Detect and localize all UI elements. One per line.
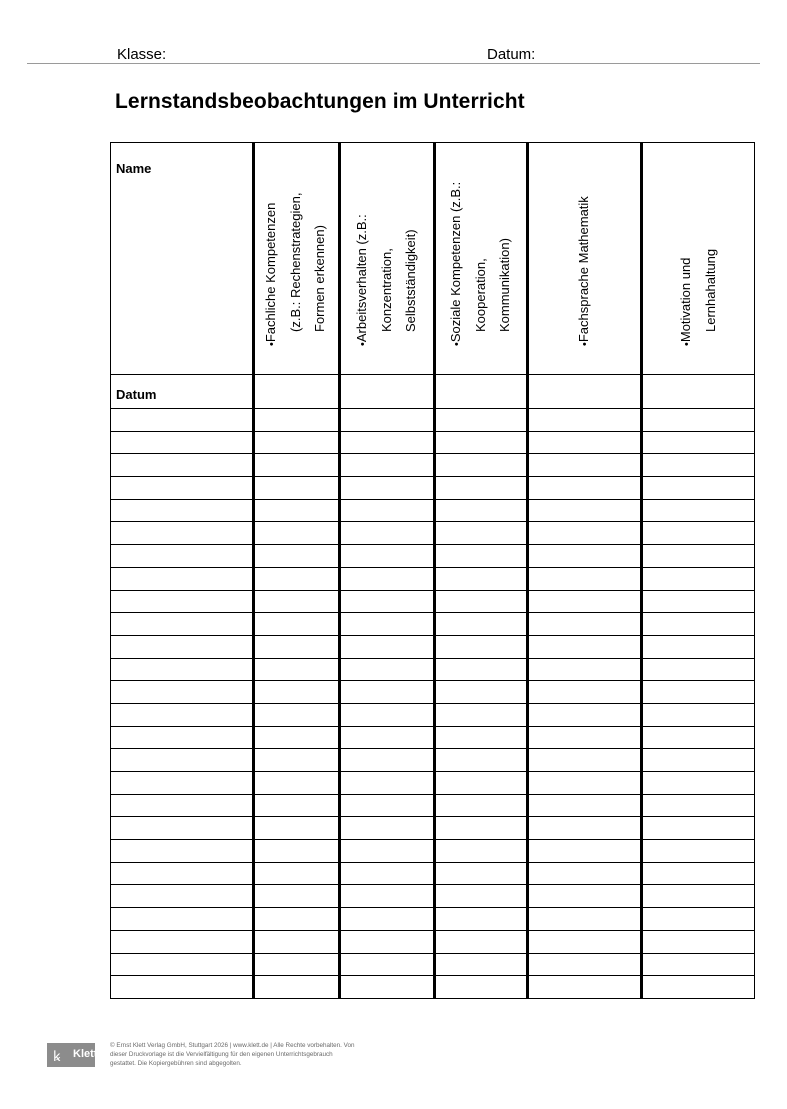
name-cell[interactable]	[111, 522, 254, 545]
header-divider	[27, 63, 760, 64]
name-cell[interactable]	[111, 567, 254, 590]
bullet-icon: •	[680, 342, 693, 346]
name-cell[interactable]	[111, 499, 254, 522]
observation-cell[interactable]	[642, 772, 755, 795]
observation-cell[interactable]	[642, 749, 755, 772]
observation-cell[interactable]	[254, 794, 340, 817]
observation-cell[interactable]	[642, 681, 755, 704]
name-cell[interactable]	[111, 409, 254, 432]
observation-table	[110, 142, 755, 999]
table-row	[111, 726, 755, 749]
column-header-line: •Arbeitsverhalten (z.B.:	[353, 214, 369, 346]
observation-cell[interactable]	[254, 930, 340, 953]
observation-cell[interactable]	[254, 409, 340, 432]
table-row	[111, 409, 755, 432]
name-cell[interactable]	[111, 908, 254, 931]
observation-cell[interactable]	[642, 635, 755, 658]
observation-cell[interactable]	[339, 409, 434, 432]
klett-logo-text: Klett	[73, 1048, 98, 1060]
name-cell[interactable]	[111, 840, 254, 863]
observation-cell[interactable]	[528, 635, 642, 658]
observation-cell[interactable]	[434, 953, 528, 976]
observation-cell[interactable]	[434, 930, 528, 953]
table-row	[111, 454, 755, 477]
observation-cell[interactable]	[254, 976, 340, 999]
observation-cell[interactable]	[339, 885, 434, 908]
column-header-line: •Motivation und	[677, 257, 693, 346]
copyright-notice: © Ernst Klett Verlag GmbH, Stuttgart 2026 | www.klett.de | Alle Rechte vorbehalten. Von dieser Druckvorlage ist die Vervielfältigung für den eigenen Unterrichtsgebrauch gestattet. Die Kopiergebühren sind abgegolten.	[110, 1042, 355, 1067]
datum-label: Datum:	[487, 46, 536, 63]
column-header-line: Konzentration,	[378, 248, 394, 332]
observation-cell[interactable]	[642, 885, 755, 908]
table-row	[111, 703, 755, 726]
observation-cell[interactable]	[434, 522, 528, 545]
observation-cell[interactable]	[254, 953, 340, 976]
name-cell[interactable]	[111, 545, 254, 568]
observation-cell[interactable]	[434, 431, 528, 454]
observation-cell[interactable]	[528, 908, 642, 931]
observation-cell[interactable]	[254, 703, 340, 726]
name-cell[interactable]	[111, 772, 254, 795]
bullet-icon: •	[266, 342, 279, 346]
observation-cell[interactable]	[434, 477, 528, 500]
datum-row-label: Datum	[116, 387, 157, 402]
name-column-label: Name	[116, 161, 152, 176]
name-cell[interactable]	[111, 703, 254, 726]
observation-cell[interactable]	[434, 703, 528, 726]
column-header-soziale-kompetenzen	[434, 143, 528, 375]
observation-cell[interactable]	[434, 567, 528, 590]
observation-cell[interactable]	[339, 613, 434, 636]
observation-cell[interactable]	[339, 703, 434, 726]
observation-cell[interactable]	[434, 658, 528, 681]
observation-cell[interactable]	[642, 930, 755, 953]
observation-cell[interactable]	[528, 817, 642, 840]
observation-cell[interactable]	[528, 976, 642, 999]
observation-cell[interactable]	[254, 817, 340, 840]
observation-cell[interactable]	[528, 953, 642, 976]
table-row	[111, 613, 755, 636]
observation-cell[interactable]	[642, 726, 755, 749]
table-row	[111, 930, 755, 953]
observation-cell[interactable]	[434, 772, 528, 795]
observation-cell[interactable]	[339, 772, 434, 795]
observation-cell[interactable]	[434, 726, 528, 749]
observation-cell[interactable]	[642, 477, 755, 500]
column-header-line: •Fachsprache Mathematik	[575, 196, 591, 346]
observation-cell[interactable]	[254, 613, 340, 636]
name-cell[interactable]	[111, 454, 254, 477]
observation-cell[interactable]	[339, 454, 434, 477]
observation-cell[interactable]	[339, 930, 434, 953]
observation-cell[interactable]	[339, 817, 434, 840]
observation-cell[interactable]	[642, 567, 755, 590]
name-header-cell	[111, 143, 254, 375]
observation-cell[interactable]	[254, 749, 340, 772]
column-header-line: •Fachliche Kompetenzen	[263, 202, 279, 346]
observation-cell[interactable]	[254, 862, 340, 885]
observation-cell[interactable]	[434, 590, 528, 613]
column-header-line: Kommunikation)	[496, 238, 512, 332]
observation-cell[interactable]	[339, 749, 434, 772]
column-header-arbeitsverhalten	[339, 143, 434, 375]
column-header-fachliche-kompetenzen	[254, 143, 340, 375]
observation-cell[interactable]	[254, 635, 340, 658]
observation-cell[interactable]	[528, 772, 642, 795]
observation-cell[interactable]	[434, 635, 528, 658]
observation-cell[interactable]	[339, 794, 434, 817]
observation-cell[interactable]	[434, 681, 528, 704]
table-row	[111, 499, 755, 522]
observation-cell[interactable]	[642, 454, 755, 477]
observation-cell[interactable]	[528, 454, 642, 477]
observation-cell[interactable]	[642, 703, 755, 726]
observation-cell[interactable]	[528, 590, 642, 613]
observation-cell[interactable]	[528, 477, 642, 500]
name-cell[interactable]	[111, 862, 254, 885]
observation-cell[interactable]	[339, 477, 434, 500]
observation-cell[interactable]	[528, 794, 642, 817]
observation-cell[interactable]	[434, 976, 528, 999]
name-cell[interactable]	[111, 635, 254, 658]
table-row	[111, 976, 755, 999]
observation-cell[interactable]	[339, 590, 434, 613]
observation-cell[interactable]	[339, 976, 434, 999]
observation-cell[interactable]	[434, 409, 528, 432]
observation-cell[interactable]	[528, 499, 642, 522]
observation-cell[interactable]	[434, 862, 528, 885]
table-row	[111, 477, 755, 500]
observation-cell[interactable]	[254, 431, 340, 454]
name-cell[interactable]	[111, 477, 254, 500]
observation-cell[interactable]	[528, 840, 642, 863]
observation-cell[interactable]	[642, 794, 755, 817]
observation-cell[interactable]	[642, 953, 755, 976]
table-row	[111, 749, 755, 772]
observation-cell[interactable]	[434, 499, 528, 522]
observation-cell[interactable]	[254, 454, 340, 477]
observation-cell[interactable]	[434, 545, 528, 568]
observation-cell[interactable]	[528, 431, 642, 454]
observation-cell[interactable]	[528, 681, 642, 704]
datum-row-label-cell	[111, 375, 254, 409]
observation-cell[interactable]	[642, 976, 755, 999]
name-cell[interactable]	[111, 658, 254, 681]
observation-cell[interactable]	[642, 499, 755, 522]
observation-cell[interactable]	[339, 681, 434, 704]
table-row	[111, 885, 755, 908]
observation-cell[interactable]	[642, 862, 755, 885]
observation-cell[interactable]	[254, 908, 340, 931]
observation-cell[interactable]	[642, 409, 755, 432]
observation-cell[interactable]	[528, 703, 642, 726]
name-cell[interactable]	[111, 794, 254, 817]
bullet-icon: •	[356, 342, 369, 346]
observation-cell[interactable]	[254, 590, 340, 613]
table-row	[111, 681, 755, 704]
observation-cell[interactable]	[642, 431, 755, 454]
observation-cell[interactable]	[434, 885, 528, 908]
table-row	[111, 840, 755, 863]
observation-cell[interactable]	[434, 749, 528, 772]
observation-cell[interactable]	[642, 908, 755, 931]
observation-cell[interactable]	[642, 840, 755, 863]
observation-cell[interactable]	[254, 499, 340, 522]
table-row	[111, 953, 755, 976]
observation-cell[interactable]	[254, 726, 340, 749]
observation-cell[interactable]	[434, 817, 528, 840]
observation-cell[interactable]	[642, 817, 755, 840]
column-header-motivation	[642, 143, 755, 375]
datum-cell[interactable]	[254, 375, 340, 409]
page-title: Lernstandsbeobachtungen im Unterricht	[115, 90, 525, 113]
observation-cell[interactable]	[339, 953, 434, 976]
klett-logo-icon: ꝃ	[53, 1048, 61, 1064]
observation-cell[interactable]	[339, 545, 434, 568]
observation-cell[interactable]	[339, 840, 434, 863]
observation-cell[interactable]	[642, 545, 755, 568]
table-row	[111, 635, 755, 658]
observation-cell[interactable]	[528, 567, 642, 590]
table-row	[111, 590, 755, 613]
observation-cell[interactable]	[339, 908, 434, 931]
column-header-line: Lernhahaltung	[702, 248, 718, 332]
datum-cell[interactable]	[339, 375, 434, 409]
observation-cell[interactable]	[528, 545, 642, 568]
column-header-line: •Soziale Kompetenzen (z.B.:	[447, 181, 463, 346]
table-row	[111, 431, 755, 454]
table-header-row	[111, 143, 755, 375]
observation-cell[interactable]	[434, 908, 528, 931]
name-cell[interactable]	[111, 953, 254, 976]
name-cell[interactable]	[111, 976, 254, 999]
observation-cell[interactable]	[528, 409, 642, 432]
observation-cell[interactable]	[339, 499, 434, 522]
observation-cell[interactable]	[339, 635, 434, 658]
observation-cell[interactable]	[339, 726, 434, 749]
observation-cell[interactable]	[254, 567, 340, 590]
table-row	[111, 567, 755, 590]
table-row	[111, 908, 755, 931]
datum-cell[interactable]	[434, 375, 528, 409]
table-row	[111, 522, 755, 545]
datum-cell[interactable]	[528, 375, 642, 409]
table-row	[111, 658, 755, 681]
observation-cell[interactable]	[254, 522, 340, 545]
observation-cell[interactable]	[339, 567, 434, 590]
observation-cell[interactable]	[642, 590, 755, 613]
name-cell[interactable]	[111, 590, 254, 613]
table-row	[111, 545, 755, 568]
observation-cell[interactable]	[528, 930, 642, 953]
name-cell[interactable]	[111, 681, 254, 704]
observation-cell[interactable]	[434, 454, 528, 477]
observation-cell[interactable]	[254, 477, 340, 500]
observation-cell[interactable]	[528, 658, 642, 681]
name-cell[interactable]	[111, 885, 254, 908]
observation-cell[interactable]	[642, 522, 755, 545]
observation-cell[interactable]	[339, 431, 434, 454]
observation-cell[interactable]	[642, 613, 755, 636]
table-row	[111, 794, 755, 817]
observation-cell[interactable]	[339, 862, 434, 885]
name-cell[interactable]	[111, 613, 254, 636]
observation-cell[interactable]	[528, 522, 642, 545]
observation-cell[interactable]	[254, 681, 340, 704]
klasse-label: Klasse:	[117, 46, 167, 63]
column-header-line: Kooperation,	[472, 258, 488, 332]
table-row	[111, 862, 755, 885]
name-cell[interactable]	[111, 431, 254, 454]
observation-cell[interactable]	[528, 749, 642, 772]
name-cell[interactable]	[111, 749, 254, 772]
column-header-line: (z.B.: Rechenstrategien,	[288, 192, 304, 332]
observation-cell[interactable]	[254, 658, 340, 681]
column-header-line: Selbstständigkeit)	[402, 229, 418, 332]
observation-cell[interactable]	[434, 840, 528, 863]
name-cell[interactable]	[111, 817, 254, 840]
observation-cell[interactable]	[528, 862, 642, 885]
observation-cell[interactable]	[434, 794, 528, 817]
datum-cell[interactable]	[642, 375, 755, 409]
column-header-line: Formen erkennen)	[312, 225, 328, 332]
observation-cell[interactable]	[642, 658, 755, 681]
observation-cell[interactable]	[528, 885, 642, 908]
klett-logo	[47, 1043, 98, 1067]
table-row	[111, 772, 755, 795]
bullet-icon: •	[578, 342, 591, 346]
observation-cell[interactable]	[339, 522, 434, 545]
observation-cell[interactable]	[339, 658, 434, 681]
observation-cell[interactable]	[254, 885, 340, 908]
observation-cell[interactable]	[254, 772, 340, 795]
observation-cell[interactable]	[528, 613, 642, 636]
column-header-fachsprache-mathematik	[528, 143, 642, 375]
observation-cell[interactable]	[254, 545, 340, 568]
observation-cell[interactable]	[528, 726, 642, 749]
datum-row	[111, 375, 755, 409]
name-cell[interactable]	[111, 726, 254, 749]
name-cell[interactable]	[111, 930, 254, 953]
observation-cell[interactable]	[254, 840, 340, 863]
observation-cell[interactable]	[434, 613, 528, 636]
bullet-icon: •	[450, 342, 463, 346]
table-row	[111, 817, 755, 840]
